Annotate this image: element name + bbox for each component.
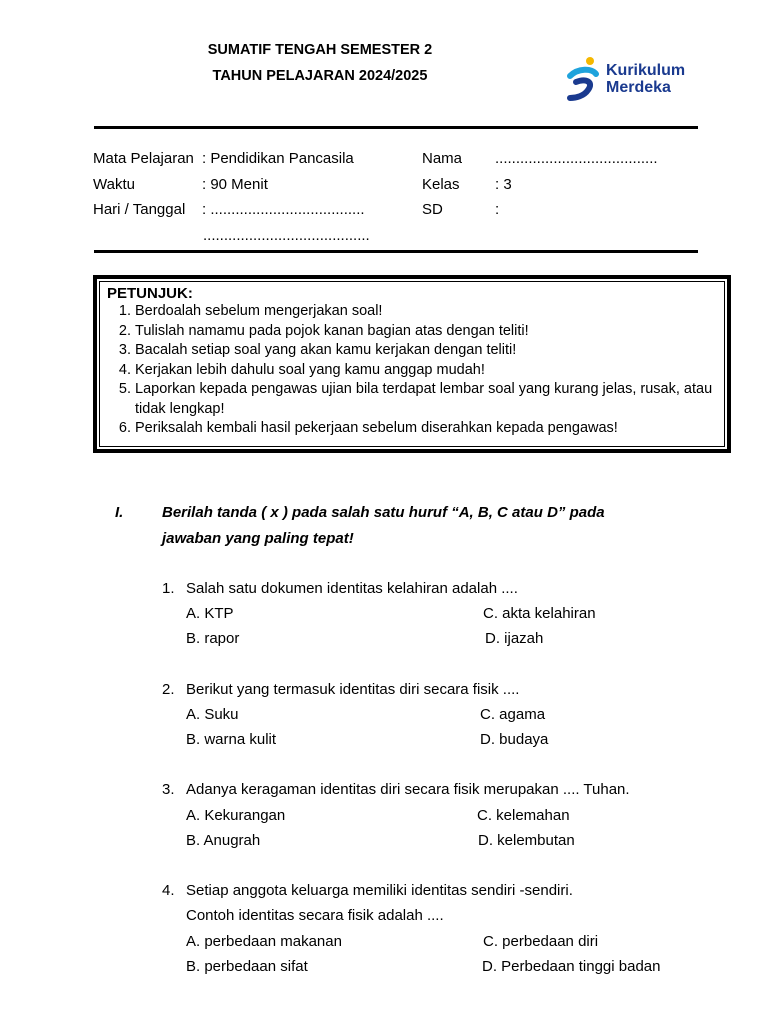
name-field: ....................................... — [495, 150, 658, 167]
option-a: A. KTP — [186, 605, 234, 622]
option-c: C. perbedaan diri — [483, 933, 599, 950]
option-a: A. Suku — [186, 706, 239, 723]
option-c: C. kelemahan — [477, 807, 570, 824]
instruction-item: 4. Kerjakan lebih dahulu soal yang kamu anggap mudah! — [135, 361, 723, 381]
question-text: Adanya keragaman identitas diri secara fisik merupakan .... Tuhan. — [186, 781, 630, 798]
time-label: Waktu — [93, 176, 135, 193]
subject-value: : Pendidikan Pancasila — [202, 150, 354, 167]
logo-text-line1: Kurikulum — [606, 62, 686, 79]
date-label: Hari / Tanggal — [93, 201, 186, 218]
section-instruction-line2: jawaban yang paling tepat! — [162, 530, 354, 547]
question-number: 2. — [162, 681, 175, 698]
instruction-item: 1. Berdoalah sebelum mengerjakan soal! — [135, 302, 723, 322]
instructions-heading: PETUNJUK: — [107, 285, 193, 302]
question-text: Salah satu dokumen identitas kelahiran adalah .... — [186, 580, 518, 597]
instruction-item: 6. Periksalah kembali hasil pekerjaan sebelum diserahkan kepada pengawas! — [135, 419, 723, 439]
option-a: A. Kekurangan — [186, 807, 286, 824]
option-b: B. Anugrah — [186, 832, 261, 849]
option-c: C. akta kelahiran — [483, 605, 596, 622]
section-number: I. — [115, 504, 124, 521]
instruction-item: 2. Tulislah namamu pada pojok kanan bagian atas dengan teliti! — [135, 322, 723, 342]
academic-year: TAHUN PELAJARAN 2024/2025 — [212, 68, 428, 84]
instruction-item: 3. Bacalah setiap soal yang akan kamu kerjakan dengan teliti! — [135, 341, 723, 361]
question-number: 4. — [162, 882, 175, 899]
date-value-continuation: ........................................ — [203, 227, 370, 244]
kurikulum-merdeka-logo — [566, 56, 706, 102]
option-a: A. perbedaan makanan — [186, 933, 342, 950]
question-text: Berikut yang termasuk identitas diri secara fisik .... — [186, 681, 520, 698]
option-c: C. agama — [480, 706, 546, 723]
option-b: B. rapor — [186, 630, 240, 647]
question-text: Setiap anggota keluarga memiliki identitas sendiri -sendiri. — [186, 882, 573, 899]
option-d: D. kelembutan — [478, 832, 575, 849]
question-number: 1. — [162, 580, 175, 597]
exam-title: SUMATIF TENGAH SEMESTER 2 — [207, 42, 433, 58]
question-text-line2: Contoh identitas secara fisik adalah .... — [186, 907, 444, 924]
option-d: D. ijazah — [485, 630, 544, 647]
logo-text-line2: Merdeka — [606, 79, 671, 96]
option-b: B. warna kulit — [186, 731, 277, 748]
header-divider-bottom — [94, 250, 698, 253]
subject-label: Mata Pelajaran — [93, 150, 194, 167]
section-instruction-line1: Berilah tanda ( x ) pada salah satu huruf “A, B, C atau D” pada — [162, 504, 605, 521]
option-b: B. perbedaan sifat — [186, 958, 308, 975]
instruction-item: 5. Laporkan kepada pengawas ujian bila terdapat lembar soal yang kurang jelas, rusak, atau tidak lengkap! — [135, 380, 723, 419]
option-d: D. Perbedaan tinggi badan — [482, 958, 661, 975]
question-number: 3. — [162, 781, 175, 798]
school-value: : — [495, 201, 500, 218]
class-value: : 3 — [495, 176, 512, 193]
logo-mark-icon — [566, 56, 602, 102]
instructions-list — [109, 302, 723, 439]
option-d: D. budaya — [480, 731, 549, 748]
class-label: Kelas — [422, 176, 460, 193]
school-label: SD — [422, 201, 443, 218]
date-value: : ..................................... — [202, 201, 365, 218]
name-label: Nama — [422, 150, 463, 167]
header-divider-top — [94, 126, 698, 129]
time-value: : 90 Menit — [202, 176, 268, 193]
instructions-box — [93, 275, 731, 453]
